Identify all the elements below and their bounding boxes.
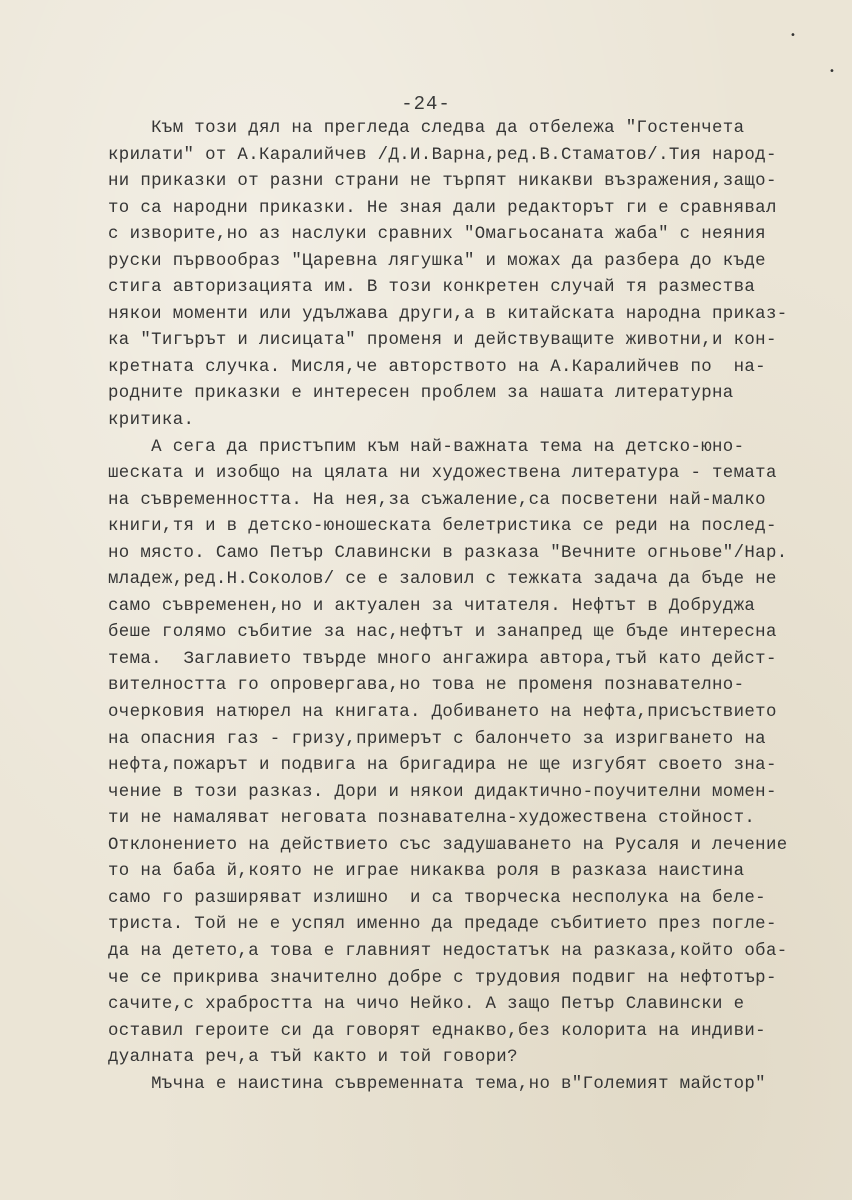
ink-speck: •: [790, 30, 796, 41]
text-line: нефта,пожарът и подвига на бригадира не ще изгубят своето зна-: [108, 756, 777, 776]
text-line: само го разширяват излишно и са творческа несполука на беле-: [108, 888, 766, 908]
text-line: чение в този разказ. Дори и някои дидактично-поучителни момен-: [108, 782, 777, 802]
text-line: че се прикрива значително добре с трудовия подвиг на нефтотър-: [108, 968, 777, 988]
text-line: очерковия натюрел на книгата. Добиването на нефта,присъствието: [108, 703, 777, 723]
text-line: тема. Заглавието твърде много ангажира автора,тъй като дейст-: [108, 649, 777, 669]
text-line: на опасния газ - гризу,примерът с балончето за изригването на: [108, 729, 766, 749]
text-line: родните приказки е интересен проблем за нашата литературна: [108, 384, 734, 404]
text-line: оставил героите си да говорят еднакво,без колорита на индиви-: [108, 1021, 766, 1041]
text-line: беше голямо събитие за нас,нефтът и занапред ще бъде интересна: [108, 623, 777, 643]
text-line: шеската и изобщо на цялата ни художествена литература - темата: [108, 464, 777, 484]
text-line: вителността го опровергава,но това не променя познавателно-: [108, 676, 745, 696]
text-line: то на баба й,която не играе никаква роля в разказа наистина: [108, 862, 745, 882]
text-line: Мъчна е наистина съвременната тема,но в"Големият майстор": [108, 1074, 766, 1094]
text-line: книги,тя и в детско-юношеската белетристика се реди на послед-: [108, 517, 777, 537]
text-line: крилати" от А.Каралийчев /Д.И.Варна,ред.В.Стаматов/.Тия народ-: [108, 145, 777, 165]
text-line: А сега да пристъпим към най-важната тема на детско-юно-: [108, 437, 745, 457]
text-line: само съвременен,но и актуален за читателя. Нефтът в Добруджа: [108, 596, 756, 616]
page-number: -24-: [401, 93, 451, 115]
text-line: Към този дял на прегледа следва да отбележа "Гостенчета: [108, 119, 745, 138]
ink-speck: •: [829, 66, 835, 77]
text-line: то са народни приказки. Не зная дали редакторът ги е сравнявал: [108, 198, 777, 218]
text-line: ти не намаляват неговата познавателна-художествена стойност.: [108, 809, 756, 829]
text-line: с изворите,но аз наслуки сравних "Омагьосаната жаба" с неяния: [108, 225, 766, 245]
text-line: сачите,с храбростта на чичо Нейко. А защо Петър Славински е: [108, 995, 745, 1015]
text-line: стига авторизацията им. В този конкретен случай тя размества: [108, 278, 756, 298]
text-line: ни приказки от разни страни не търпят никакви възражения,защо-: [108, 172, 777, 192]
body-text: [108, 116, 808, 1098]
text-line: критика.: [108, 411, 195, 431]
text-line: да на детето,а това е главният недостатък на разказа,който оба-: [108, 941, 788, 961]
text-line: на съвременността. На нея,за съжаление,са посветени най-малко: [108, 490, 766, 510]
text-line: ка "Тигърът и лисицата" променя и действуващите животни,и кон-: [108, 331, 777, 351]
text-line: но място. Само Петър Славински в разказа "Вечните огньове"/Нар.: [108, 543, 788, 563]
text-line: младеж,ред.Н.Соколов/ се е заловил с тежката задача да бъде не: [108, 570, 777, 590]
text-line: Отклонението на действието със задушаването на Русаля и лечение: [108, 835, 788, 855]
text-line: дуалната реч,а тъй както и той говори?: [108, 1048, 518, 1068]
text-line: някои моменти или удължава други,а в китайската народна приказ-: [108, 304, 788, 324]
text-line: триста. Той не е успял именно да предаде събитието през погле-: [108, 915, 777, 935]
text-line: руски първообраз "Царевна лягушка" и можах да разбера до къде: [108, 251, 766, 271]
text-line: кретната случка. Мисля,че авторството на А.Каралийчев по на-: [108, 357, 766, 377]
